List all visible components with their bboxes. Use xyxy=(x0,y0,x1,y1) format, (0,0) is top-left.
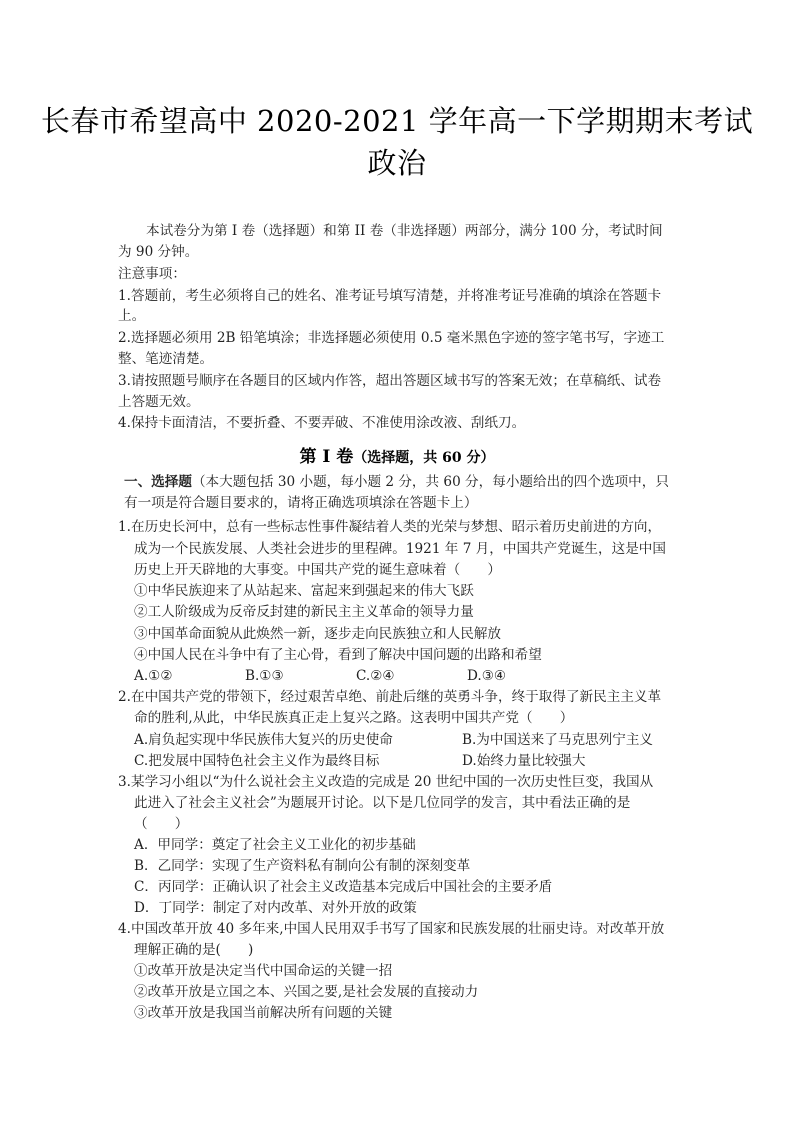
section-heading xyxy=(0,442,794,467)
q3-option-b: B．乙同学：实现了生产资料私有制向公有制的深刻变革 xyxy=(134,858,471,874)
note-line: 1.答题前，考生必须将自己的姓名、准考证号填写清楚，并将准考证号准确的填涂在答题卡 xyxy=(118,288,662,304)
q2-stem: 2.在中国共产党的带领下，经过艰苦卓绝、前赴后继的英勇斗争，终于取得了新民主主义革 xyxy=(118,689,662,705)
note-line: 上。 xyxy=(118,308,146,324)
q1-option-b: B.①③ xyxy=(245,668,284,684)
q1-option-d: D.③④ xyxy=(467,668,507,684)
q2-option-b: B.为中国送来了马克思列宁主义 xyxy=(462,732,654,748)
note-line: 4.保持卡面清洁，不要折叠、不要弄破、不准使用涂改液、刮纸刀。 xyxy=(118,415,526,431)
intro-line-2: 为 90 分钟。 xyxy=(118,244,199,260)
q4-stem: 4.中国改革开放 40 多年来,中国人民用双手书写了国家和民族发展的壮丽史诗。对改革开放 xyxy=(118,921,665,937)
q3-stem: （ ） xyxy=(134,816,189,832)
q2-option-d: D.始终力量比较强大 xyxy=(462,753,586,769)
section-title: 第 I 卷 xyxy=(299,447,354,467)
q3-stem: 此进入了社会主义社会”为题展开讨论。以下是几位同学的发言，其中看法正确的是 xyxy=(134,795,631,811)
intro-line-1: 本试卷分为第 I 卷（选择题）和第 II 卷（非选择题）两部分，满分 100 分，考试时间 xyxy=(146,223,663,239)
exam-subject: 政治 xyxy=(367,146,427,180)
q1-item: ①中华民族迎来了从站起来、富起来到强起来的伟大飞跃 xyxy=(134,583,474,599)
q2-option-c: C.把发展中国特色社会主义作为最终目标 xyxy=(134,753,380,769)
q2-stem: 命的胜利,从此，中华民族真正走上复兴之路。这表明中国共产党（ ） xyxy=(134,710,574,726)
note-line: 3.请按照题号顺序在各题目的区域内作答，超出答题区域书写的答案无效；在草稿纸、试卷 xyxy=(118,373,662,389)
q1-stem: 成为一个民族发展、人类社会进步的里程碑。1921 年 7 月，中国共产党诞生，这是中国 xyxy=(134,541,666,557)
q3-option-c: C．丙同学：正确认识了社会主义改造基本完成后中国社会的主要矛盾 xyxy=(134,879,553,895)
q1-stem: 1.在历史长河中，总有一些标志性事件凝结着人类的光荣与梦想、昭示着历史前进的方向， xyxy=(118,519,662,535)
q3-option-a: A．甲同学：奠定了社会主义工业化的初步基础 xyxy=(134,837,416,853)
q1-item: ③中国革命面貌从此焕然一新，逐步走向民族独立和人民解放 xyxy=(134,626,502,642)
q1-item: ②工人阶级成为反帝反封建的新民主主义革命的领导力量 xyxy=(134,604,474,620)
q1-option-c: C.②④ xyxy=(356,668,395,684)
q4-item: ③改革开放是我国当前解决所有问题的关键 xyxy=(134,1005,393,1021)
note-line: 整、笔迹清楚。 xyxy=(118,351,214,367)
part1-line-1 xyxy=(124,473,682,491)
note-line: 2.选择题必须用 2B 铅笔填涂；非选择题必须使用 0.5 毫米黑色字迹的签字笔书写，字迹工 xyxy=(118,330,665,346)
q4-stem: 理解正确的是( ) xyxy=(134,942,254,958)
notes-heading: 注意事项： xyxy=(118,266,186,282)
q2-option-a: A.肩负起实现中华民族伟大复兴的历史使命 xyxy=(134,732,393,748)
exam-title: 长春市希望高中 2020-2021 学年高一下学期期末考试 xyxy=(40,104,754,138)
note-line: 上答题无效。 xyxy=(118,394,200,410)
part1-desc: （本大题包括 30 小题，每小题 2 分，共 60 分，每小题给出的四个选项中，只 xyxy=(191,474,669,490)
q3-option-d: D．丁同学：制定了对内改革、对外开放的政策 xyxy=(134,900,417,916)
part1-line-2: 有一项是符合题目要求的，请将正确选项填涂在答题卡上） xyxy=(124,495,478,511)
q4-item: ①改革开放是决定当代中国命运的关键一招 xyxy=(134,963,393,979)
q1-option-a: A.①② xyxy=(134,668,173,684)
q3-stem: 3.某学习小组以“为什么说社会主义改造的完成是 20 世纪中国的一次历史性巨变，我国从 xyxy=(118,774,654,790)
q4-item: ②改革开放是立国之本、兴国之要,是社会发展的直接动力 xyxy=(134,984,479,1000)
q1-stem: 历史上开天辟地的大事变。中国共产党的诞生意味着（ ） xyxy=(134,562,502,578)
part1-label: 一、选择题 xyxy=(124,474,192,490)
section-subtitle: （选择题，共 60 分） xyxy=(353,450,495,466)
q1-item: ④中国人民在斗争中有了主心骨，看到了解决中国问题的出路和希望 xyxy=(134,647,542,663)
